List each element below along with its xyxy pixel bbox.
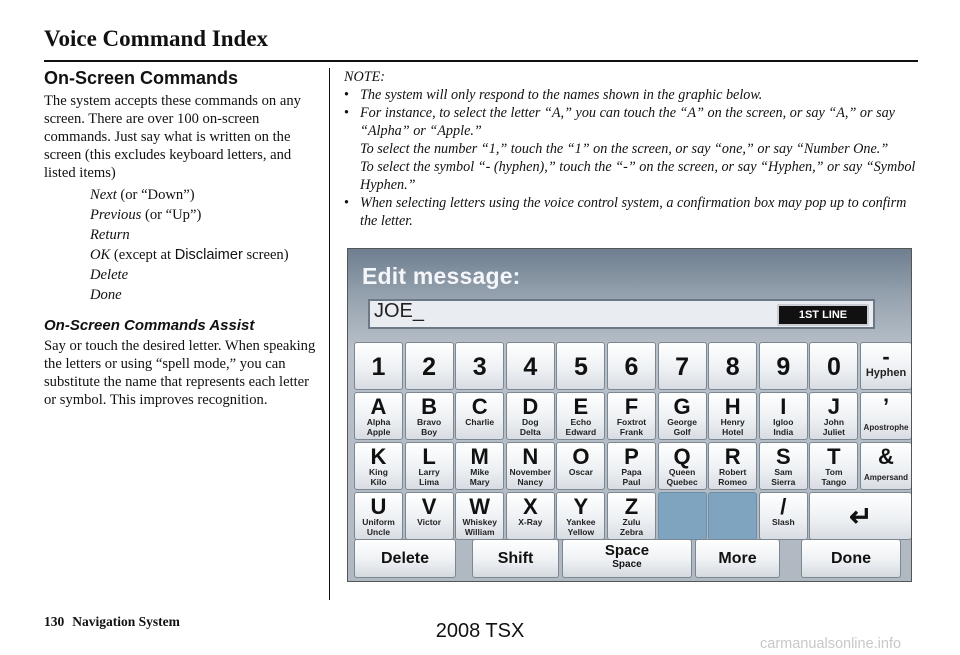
key-p[interactable] xyxy=(607,442,656,490)
key-d[interactable] xyxy=(506,392,555,440)
key-r-words: Robert Romeo xyxy=(718,467,748,487)
key-9[interactable] xyxy=(759,342,808,390)
key-i-words: Igloo India xyxy=(773,417,794,437)
command-previous: Previous (or “Up”) xyxy=(90,207,202,223)
key-r-label: R xyxy=(724,444,741,469)
key-z-words: Zulu Zebra xyxy=(619,517,644,537)
screen-title: Edit message: xyxy=(362,263,521,289)
key-d-words: Dog Delta xyxy=(519,417,541,437)
on-screen-commands-heading: On-Screen Commands xyxy=(44,68,239,88)
key-h[interactable] xyxy=(708,392,757,440)
command-delete: Delete xyxy=(90,267,129,283)
intro-paragraph: The system accepts these commands on any screen. There are over 100 on-screen commands. Just say what is written on the screen (this excludes keyboard letters, and listed items) xyxy=(44,93,301,181)
note-bullet-1: • The system will only respond to the names shown in the graphic below. xyxy=(344,86,924,104)
key-f-words: Foxtrot Frank xyxy=(616,417,647,437)
assist-paragraph: Say or touch the desired letter. When speaking the letters or using “spell mode,” you can substitute the name that represents each letter or symbol. This improves recognition. xyxy=(44,338,316,408)
key-t[interactable] xyxy=(809,442,858,490)
key-v-words: Victor xyxy=(417,517,442,527)
key-apostrophe[interactable] xyxy=(860,392,912,440)
key-q-label: Q xyxy=(673,444,691,469)
key-ampersand[interactable] xyxy=(860,442,912,490)
key-slash-label: / xyxy=(780,494,787,519)
shift-button[interactable]: Shift xyxy=(472,539,559,578)
key-h-words: Henry Hotel xyxy=(720,417,745,437)
key-s-words: Sam Sierra xyxy=(771,467,796,487)
navigation-screen xyxy=(347,248,912,582)
page-number: 130 xyxy=(44,614,65,629)
left-column xyxy=(44,68,324,409)
key-y[interactable] xyxy=(556,492,605,540)
key-h-label: H xyxy=(724,394,741,419)
key-o-label: O xyxy=(572,444,590,469)
model-label: 2008 TSX xyxy=(435,620,525,642)
note-label: NOTE: xyxy=(344,69,385,85)
notes-section xyxy=(344,68,924,230)
key-4[interactable] xyxy=(506,342,555,390)
key-hyphen-label: - xyxy=(882,344,890,369)
key-i-label: I xyxy=(780,394,787,419)
key-n-label: N xyxy=(522,444,539,469)
key-g[interactable] xyxy=(658,392,707,440)
key-y-words: Yankee Yellow xyxy=(566,517,596,537)
key-a[interactable] xyxy=(354,392,403,440)
key-y-label: Y xyxy=(573,494,589,519)
key-z[interactable] xyxy=(607,492,656,540)
key-m-words: Mike Mary xyxy=(469,467,490,487)
key-s-label: S xyxy=(775,444,791,469)
key-x-words: X-Ray xyxy=(518,517,543,527)
key-c[interactable] xyxy=(455,392,504,440)
key-p-words: Papa Paul xyxy=(621,467,642,487)
key-n[interactable] xyxy=(506,442,555,490)
key-slash-words: Slash xyxy=(771,517,795,527)
key-n-words: November Nancy xyxy=(509,467,552,487)
key-k[interactable] xyxy=(354,442,403,490)
key-p-label: P xyxy=(624,444,639,469)
space-button[interactable]: Space Space xyxy=(562,539,692,578)
key-v-label: V xyxy=(421,494,437,519)
key-a-label: A xyxy=(370,394,387,419)
key-hyphen[interactable] xyxy=(860,342,912,390)
key-u-words: Uniform Uncle xyxy=(362,517,395,537)
key-blank-1[interactable] xyxy=(658,492,707,540)
key-ampersand-words: Ampersand xyxy=(863,473,908,482)
key-b-words: Bravo Boy xyxy=(417,417,442,437)
assist-heading: On-Screen Commands Assist xyxy=(44,317,255,334)
note-bullet-2: • For instance, to select the letter “A,” you can touch the “A” on the screen, or say “A,” or say “Alpha” or “Apple.” To select the number “1,” touch the “1” on the screen, or say “one,” or say “Number One.” To select the symbol “- (hyphen),” touch the “-” on the screen, or say “Hyphen,” or say “Symbol Hyphen.” xyxy=(344,104,924,194)
key-f[interactable] xyxy=(607,392,656,440)
key-d-label: D xyxy=(522,394,539,419)
column-divider xyxy=(329,68,330,600)
key-ampersand-label: & xyxy=(878,444,894,469)
key-4-label: 4 xyxy=(523,353,538,381)
enter-icon[interactable] xyxy=(809,492,912,540)
title-rule xyxy=(44,60,918,62)
key-m[interactable] xyxy=(455,442,504,490)
key-l-label: L xyxy=(422,444,436,469)
more-button[interactable]: More xyxy=(695,539,780,578)
page-title: Voice Command Index xyxy=(44,26,269,51)
enter-icon-label: ↵ xyxy=(849,501,873,532)
key-u-label: U xyxy=(370,494,387,519)
command-done: Done xyxy=(90,287,122,303)
key-f-label: F xyxy=(624,394,639,419)
key-c-words: Charlie xyxy=(465,417,495,427)
key-u[interactable] xyxy=(354,492,403,540)
key-0-label: 0 xyxy=(826,353,841,381)
key-b[interactable] xyxy=(405,392,454,440)
key-v[interactable] xyxy=(405,492,454,540)
note-bullet-3: • When selecting letters using the voice control system, a confirmation box may pop up to confirm the letter. xyxy=(344,194,924,230)
key-apostrophe-label: ’ xyxy=(882,394,890,419)
key-b-label: B xyxy=(421,394,438,419)
command-ok: OK (except at Disclaimer screen) xyxy=(90,247,289,263)
key-m-label: M xyxy=(470,444,489,469)
key-r[interactable] xyxy=(708,442,757,490)
section-name: Navigation System xyxy=(72,614,180,629)
key-2[interactable] xyxy=(405,342,454,390)
key-l-words: Larry Lima xyxy=(418,467,440,487)
command-list xyxy=(90,185,324,305)
key-1-label: 1 xyxy=(371,353,386,381)
key-w-words: Whiskey William xyxy=(462,517,497,537)
key-e[interactable] xyxy=(556,392,605,440)
key-g-label: G xyxy=(673,394,691,419)
key-q[interactable] xyxy=(658,442,707,490)
key-blank-2[interactable] xyxy=(708,492,757,540)
key-5[interactable] xyxy=(556,342,605,390)
key-w-label: W xyxy=(469,494,491,519)
key-k-label: K xyxy=(370,444,387,469)
key-q-words: Queen Quebec xyxy=(666,467,698,487)
key-e-label: E xyxy=(573,394,589,419)
key-0[interactable] xyxy=(809,342,858,390)
delete-button[interactable]: Delete xyxy=(354,539,456,578)
key-9-label: 9 xyxy=(776,353,791,381)
key-slash[interactable] xyxy=(759,492,808,540)
key-o-words: Oscar xyxy=(568,467,593,477)
key-j[interactable] xyxy=(809,392,858,440)
key-e-words: Echo Edward xyxy=(565,417,597,437)
key-x-label: X xyxy=(522,494,538,519)
key-3[interactable] xyxy=(455,342,504,390)
key-x[interactable] xyxy=(506,492,555,540)
key-k-words: King Kilo xyxy=(369,467,388,487)
key-w[interactable] xyxy=(455,492,504,540)
watermark: carmanualsonline.info xyxy=(760,636,902,652)
key-8[interactable] xyxy=(708,342,757,390)
key-g-words: George Golf xyxy=(667,417,697,437)
key-a-words: Alpha Apple xyxy=(366,417,391,437)
done-button[interactable]: Done xyxy=(801,539,901,578)
key-t-words: Tom Tango xyxy=(821,467,847,487)
key-j-words: John Juliet xyxy=(822,417,845,437)
key-2-label: 2 xyxy=(422,353,437,381)
first-line-button[interactable]: 1ST LINE xyxy=(777,304,869,326)
key-z-label: Z xyxy=(624,494,639,519)
key-i[interactable] xyxy=(759,392,808,440)
key-s[interactable] xyxy=(759,442,808,490)
command-next: Next (or “Down”) xyxy=(90,187,195,203)
key-j-label: J xyxy=(827,394,841,419)
key-3-label: 3 xyxy=(472,353,487,381)
key-8-label: 8 xyxy=(725,353,740,381)
key-apostrophe-words: Apostrophe xyxy=(863,423,909,432)
key-o[interactable] xyxy=(556,442,605,490)
key-c-label: C xyxy=(471,394,488,419)
key-l[interactable] xyxy=(405,442,454,490)
key-5-label: 5 xyxy=(573,353,588,381)
key-hyphen-words: Hyphen xyxy=(865,367,907,379)
key-6[interactable] xyxy=(607,342,656,390)
key-7-label: 7 xyxy=(675,353,690,381)
key-7[interactable] xyxy=(658,342,707,390)
key-1[interactable] xyxy=(354,342,403,390)
command-return: Return xyxy=(90,227,130,243)
key-6-label: 6 xyxy=(624,353,639,381)
key-t-label: T xyxy=(827,444,841,469)
message-entry-value: JOE_ xyxy=(374,300,425,322)
